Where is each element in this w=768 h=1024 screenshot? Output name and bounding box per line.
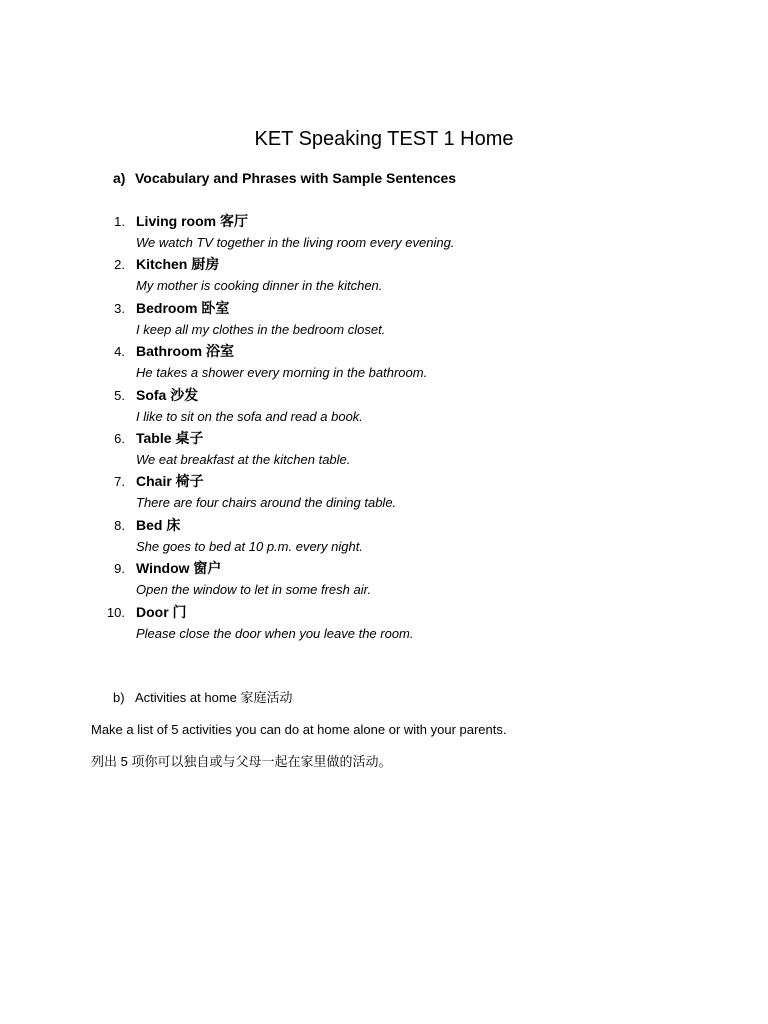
vocab-sentence: He takes a shower every morning in the bathroom.: [136, 365, 428, 381]
vocab-word: Bedroom 卧室: [136, 299, 230, 316]
instruction-chinese: 列出 5 项你可以独自或与父母一起在家里做的活动。: [91, 754, 392, 769]
vocab-sentence: We watch TV together in the living room every evening.: [136, 235, 455, 250]
section-b-marker: b): [113, 690, 125, 705]
vocab-item: [0, 428, 768, 471]
vocab-number: 6.: [114, 430, 125, 446]
vocab-number: 9.: [114, 561, 125, 577]
vocab-sentence: I keep all my clothes in the bedroom closet.: [136, 321, 386, 337]
instruction-english: Make a list of 5 activities you can do at home alone or with your parents.: [91, 722, 507, 737]
vocab-sentence: There are four chairs around the dining table.: [136, 495, 397, 511]
vocab-word: Bathroom 浴室: [136, 343, 234, 360]
vocab-item: [0, 385, 768, 428]
vocab-word: Table 桌子: [136, 429, 204, 446]
vocab-word: Sofa 沙发: [136, 386, 199, 403]
section-a-heading: [113, 169, 456, 187]
vocab-number: 10.: [106, 604, 125, 620]
section-a-title: Vocabulary and Phrases with Sample Sentences: [135, 170, 457, 186]
vocab-item: [0, 254, 768, 297]
vocab-number: 7.: [114, 474, 125, 490]
vocab-item: [0, 298, 768, 341]
vocab-sentence: Please close the door when you leave the room.: [136, 625, 414, 641]
vocab-number: 1.: [114, 214, 125, 229]
vocab-word: Bed 床: [136, 516, 181, 533]
vocab-word: Living room 客厅: [136, 213, 248, 229]
vocab-item: [0, 558, 768, 601]
section-a-marker: a): [113, 170, 126, 186]
vocab-item: [0, 211, 768, 254]
vocab-number: 4.: [114, 344, 125, 360]
vocab-item: [0, 471, 768, 514]
vocab-number: 3.: [114, 300, 125, 316]
vocab-item: [0, 341, 768, 384]
vocab-word: Window 窗户: [136, 560, 222, 577]
vocab-sentence: My mother is cooking dinner in the kitchen.: [136, 278, 383, 294]
vocab-number: 2.: [114, 257, 125, 273]
vocab-sentence: Open the window to let in some fresh air.: [136, 582, 372, 598]
vocab-sentence: We eat breakfast at the kitchen table.: [136, 451, 351, 467]
vocab-number: 5.: [114, 387, 125, 403]
vocabulary-list: [0, 211, 768, 645]
vocab-sentence: I like to sit on the sofa and read a book.: [136, 408, 363, 424]
section-b-heading: [113, 689, 293, 707]
vocab-item: [0, 515, 768, 558]
vocab-word: Door 门: [136, 603, 187, 620]
vocab-number: 8.: [114, 517, 125, 533]
page-title: KET Speaking TEST 1 Home: [254, 128, 514, 150]
vocab-item: [0, 602, 768, 645]
section-b-title: Activities at home 家庭活动: [135, 690, 293, 705]
vocab-word: Chair 椅子: [136, 473, 204, 490]
vocab-word: Kitchen 厨房: [136, 256, 220, 273]
vocab-sentence: She goes to bed at 10 p.m. every night.: [136, 538, 363, 554]
